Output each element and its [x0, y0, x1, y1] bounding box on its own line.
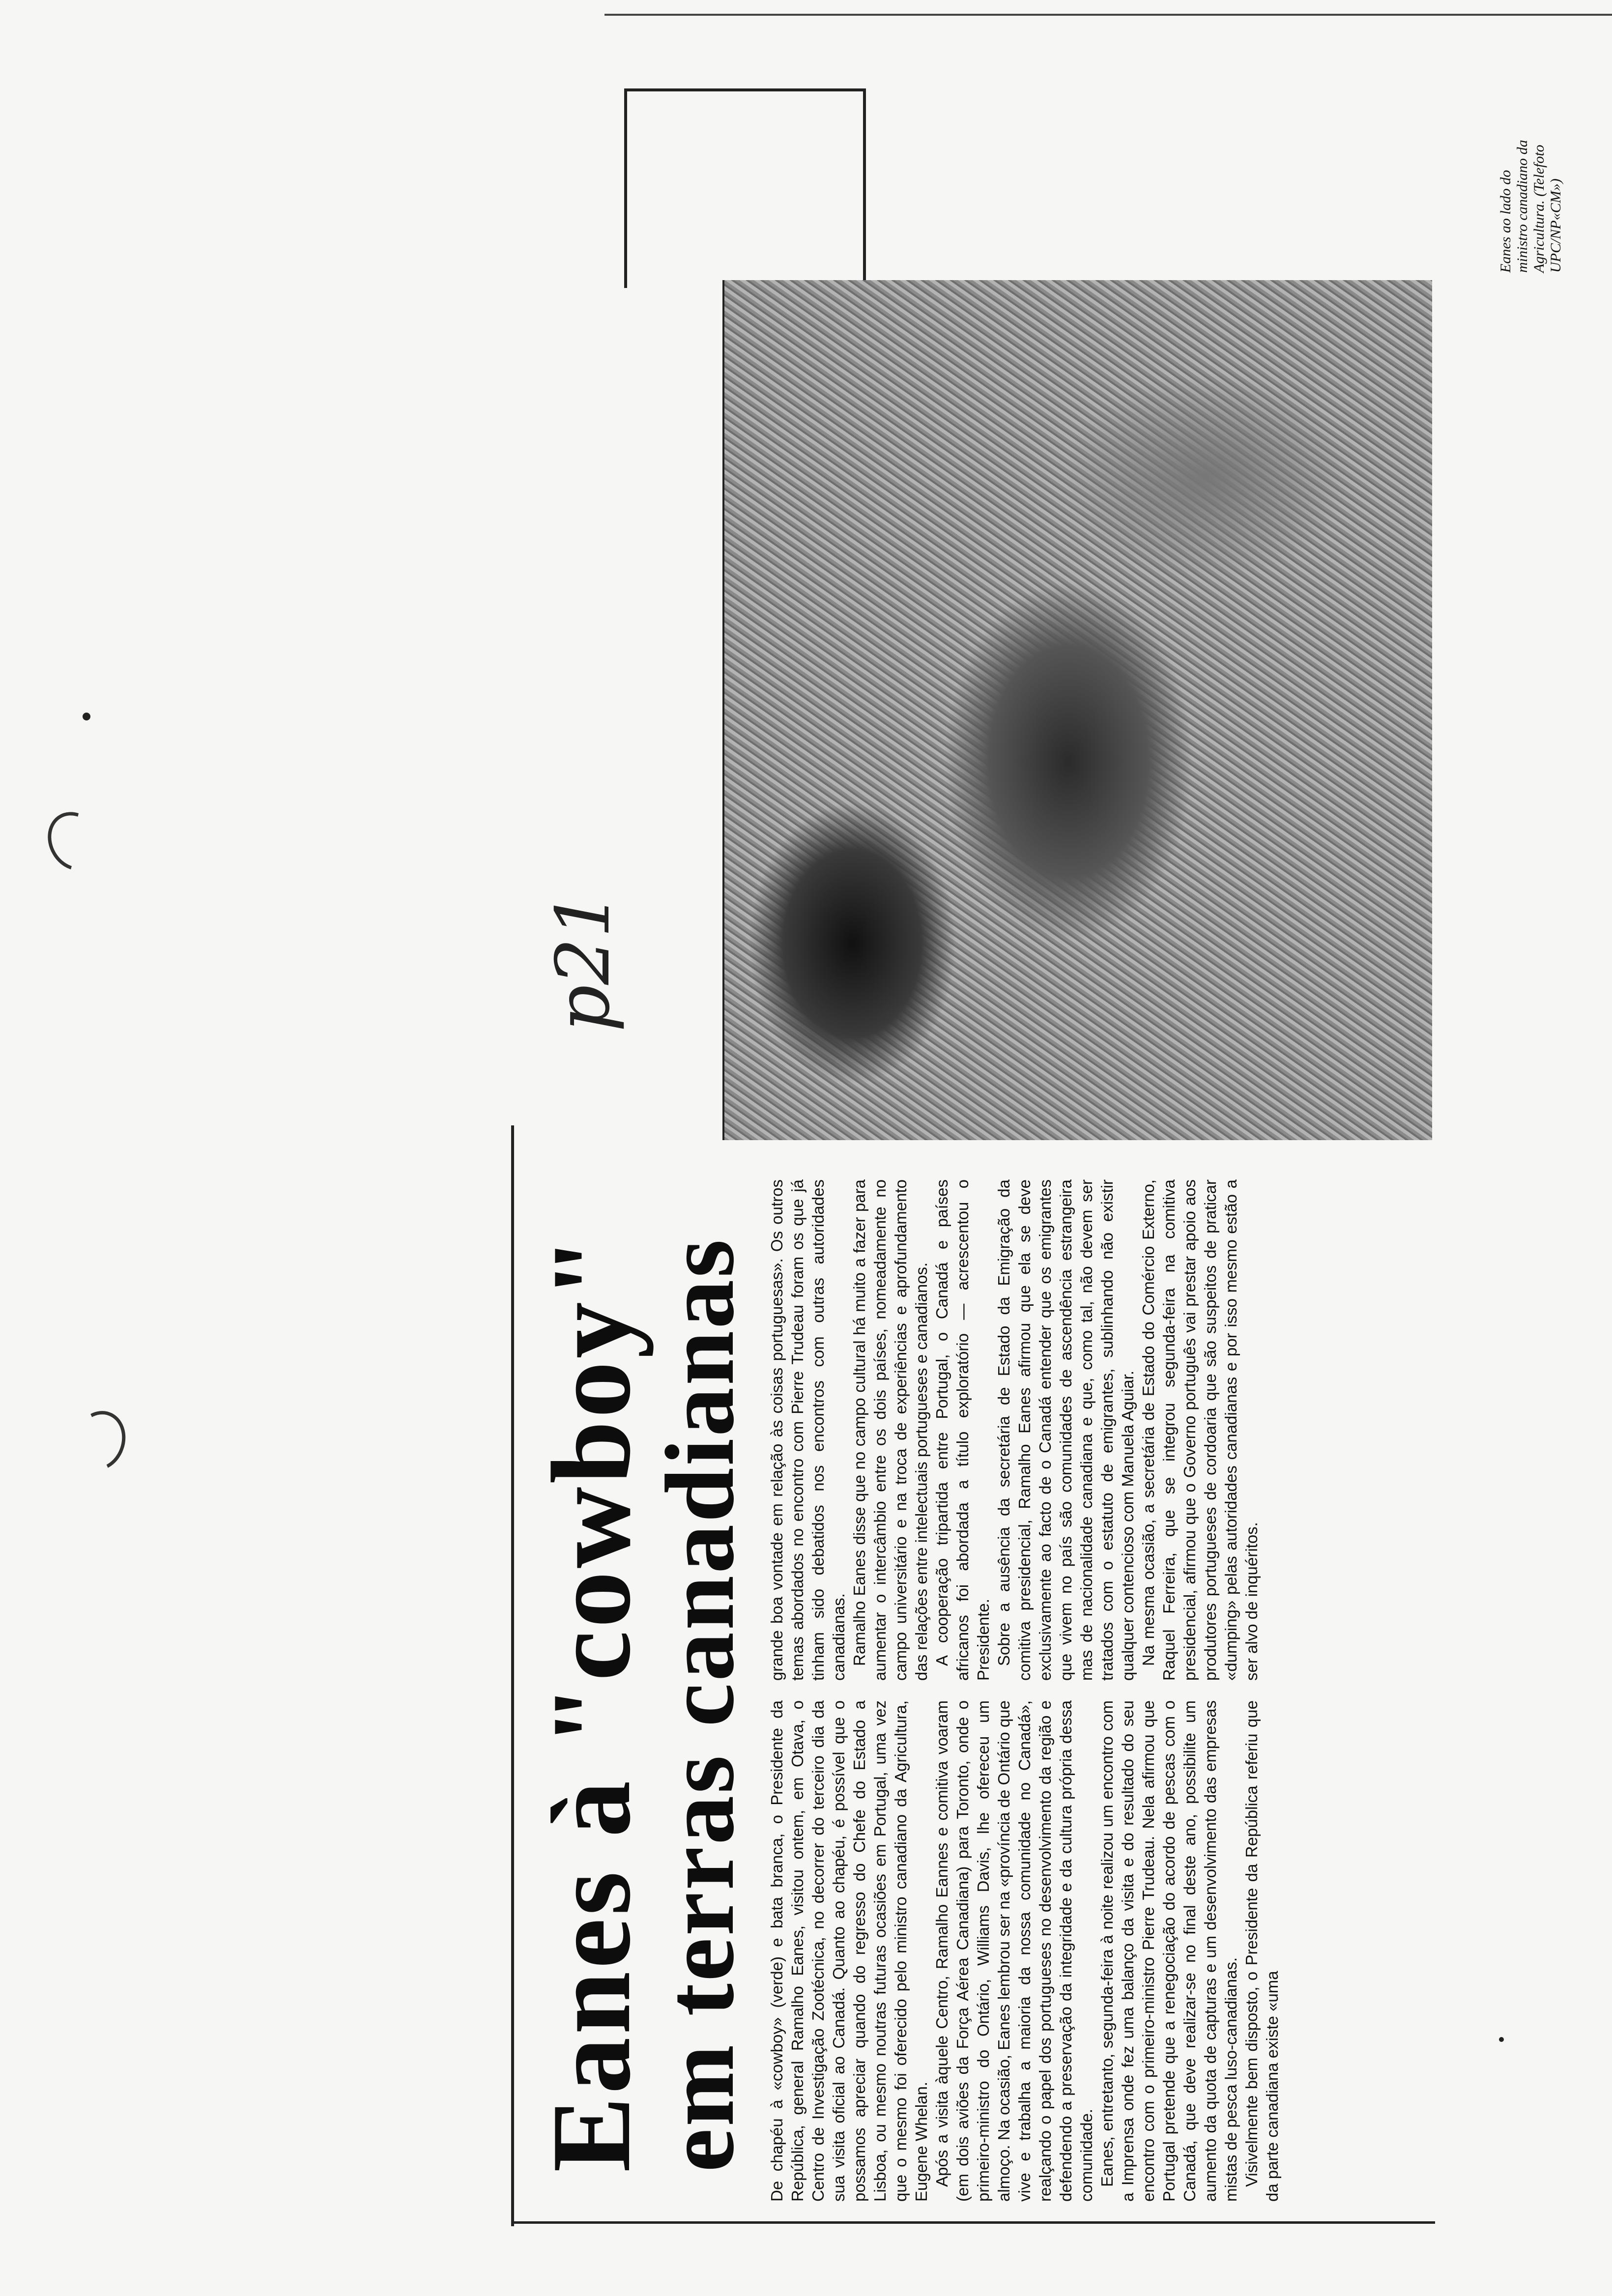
paragraph: grande boa vontade em relação às coisas portuguesas». Os outros temas abordados no encontro com Pierre Trudeau foram os que já tinham sido debatidos nos encontros com outras autoridades canadianas.: [768, 1179, 848, 1681]
paragraph: Visivelmente bem disposto, o Presidente da República referiu que da parte canadiana existe «uma: [1242, 1700, 1281, 2202]
copy-speck-2: [1499, 2037, 1504, 2042]
paragraph: Sobre a ausência da secretária de Estado da Emigração da comitiva presidencial, Ramalho Eanes afirmou que ela se deve exclusivamente ao facto de o Canadá entender que os emigrantes que vivem no país são comunidades de ascendência estrangeira mas de nacionalidade canadiana e que, como tal, não devem ser tratados com o estatuto de emigrantes, sublinhando não existir qualquer contencioso com Manuela Aguiar.: [995, 1179, 1137, 1681]
clipping-frame-bottom: [511, 2221, 1435, 2224]
article-column-2: [767, 1179, 1406, 1681]
page-top-rule: [604, 14, 1612, 16]
paragraph: Eanes, entretanto, segunda-feira à noite realizou um encontro com a Imprensa onde fez uma balanço da visita e do resultado do seu encontro com o primeiro-ministro Pierre Trudeau. Nela afirmou que Portugal pretende que a renegociação do acordo de pescas com o Canadá, que deve realizar-se no final deste ano, possibilite um aumento da quota de capturas e um desenvolvimento das empresas mistas de pesca luso-canadianas.: [1098, 1700, 1240, 2202]
clipping-frame-top: [624, 88, 866, 288]
paragraph: Ramalho Eanes disse que no campo cultural há muito a fazer para aumentar o intercâmbio entre os dois países, nomeadamente no campo universitário e na troca de experiências e aprofundamento das relações entre intelectuais portugueses e canadianos.: [850, 1179, 930, 1681]
headline: [521, 531, 754, 2202]
headline-line-1: Eanes à "cowboy": [528, 1233, 654, 2172]
paragraph: Após a visita àquele Centro, Ramalho Eannes e comitiva voaram (em dois aviões da Força Aérea Canadiana) para Toronto, onde o primeiro-ministro do Ontário, Williams Davis, lhe ofereceu um almoço. Na ocasião, Eanes lembrou ser na «província de Ontário que vive e trabalha a maioria da nossa comunidade no Canadá», realçando o papel dos portugueses no desenvolvimento da região e defendendo a preservação da integridade e da cultura própria dessa comunidade.: [933, 1700, 1095, 2202]
copy-speck-1: [83, 713, 90, 720]
news-article: [511, 516, 1415, 2221]
article-column-1: [767, 1700, 1406, 2202]
photo-caption-text: Eanes ao lado do ministro canadiano da Agricultura. (Telefoto UPC/NP«CM»): [1497, 140, 1564, 273]
headline-line-2: em terras canadianas: [646, 1237, 754, 2172]
handwritten-page-mark: p21: [541, 891, 626, 1032]
paragraph: Na mesma ocasião, a secretária de Estado do Comércio Externo, Raquel Ferreira, que se integrou segunda-feira na comitiva presidencial, afirmou que o Governo português vai prestar apoio aos produtores portugueses de cordoaria que são suspeitos de praticar «dumping» pelas autoridades canadianas e por isso mesmo estão a ser alvo de inquéritos.: [1139, 1179, 1261, 1681]
copy-mark-upper: [37, 802, 112, 880]
paragraph: De chapéu à «cowboy» (verde) e bata branca, o Presidente da República, general Ramalho Eanes, visitou ontem, em Otava, o Centro de Investigação Zootécnica, no decorrer do terceiro dia da sua visita oficial ao Canadá. Quanto ao chapéu, é possível que o possamos apreciar quando do regresso do Chefe do Estado a Lisboa, ou mesmo noutras futuras ocasiões em Portugal, uma vez que o mesmo foi oferecido pelo ministro canadiano da Agricultura, Eugene Whelan.: [768, 1700, 930, 2202]
photo-caption: [1455, 118, 1607, 275]
paragraph: A cooperação tripartida entre Portugal, o Canadá e países africanos foi abordada a título exploratório — acrescentou o Presidente.: [933, 1179, 992, 1681]
copy-mark-lower: [65, 1404, 134, 1478]
